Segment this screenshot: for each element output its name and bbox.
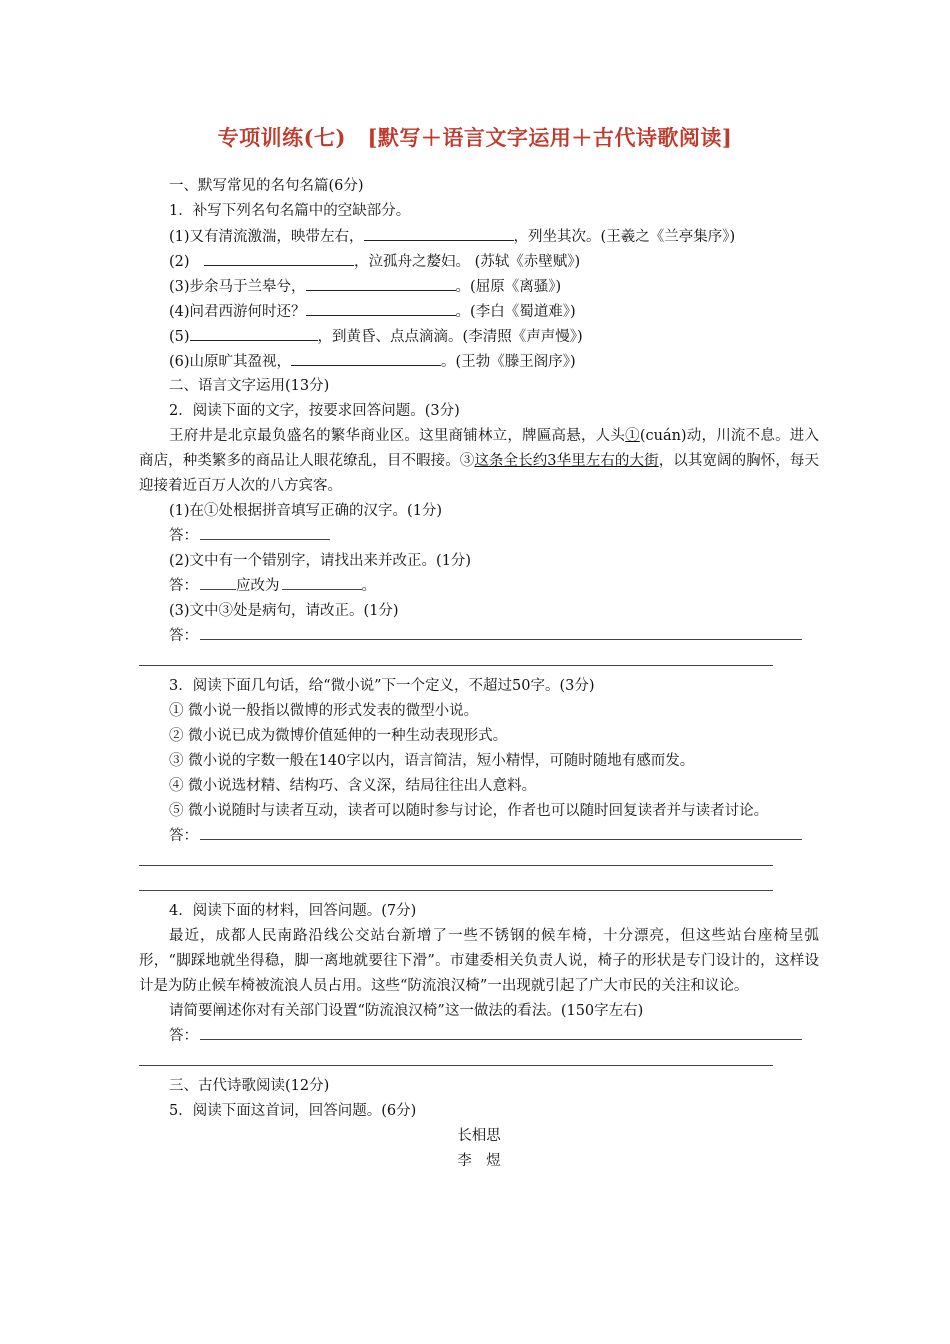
question-4-passage: 最近，成都人民南路沿线公交站台新增了一些不锈钢的候车椅，十分漂亮，但这些站台座椅呈弧形，“脚踩地就坐得稳，脚一离地就要往下滑”。市建委相关负责人说，椅子的形状是专门设计的，这样设计是为防止候车椅被流浪人员占用。这些“防流浪汉椅”一出现就引起了广大市民的关注和议论。 [139, 928, 819, 994]
section-heading-3: 三、古代诗歌阅读(12分) [169, 1078, 330, 1094]
question-2: 2．阅读下面的文字，按要求回答问题。(3分) [169, 403, 460, 419]
question-2-sub-3: (3)文中③处是病句，请改正。(1分) [169, 603, 399, 619]
question-2-passage: 王府井是北京最负盛名的繁华商业区。这里商铺林立，牌匾高悬，人头①(cuán)动，川流不息。进入商店，种类繁多的商品让人眼花缭乱，目不暇接。③这条全长约3华里左右的大街，以其宽阔的胸怀，每天迎接着近百万人次的八方宾客。 [139, 428, 820, 494]
passage-mark-1: ① [625, 428, 640, 444]
document-body [139, 174, 819, 1174]
fill-blank[interactable] [306, 299, 456, 316]
fill-blank[interactable] [306, 274, 456, 291]
fill-item-4: (4)问君西游何时还？ 。(李白《蜀道难》) [139, 299, 819, 324]
answer-continuation-line[interactable] [139, 849, 819, 874]
answer-label: 答： [169, 628, 198, 644]
answer-row-2-1 [139, 524, 819, 549]
fill-blank[interactable] [204, 249, 354, 266]
page-title: 专项训练(七) [默写＋语言文字运用＋古代诗歌阅读] [217, 125, 733, 150]
answer-label: 答： [169, 578, 198, 594]
section-heading-1: 一、默写常见的名句名篇(6分) [169, 178, 364, 194]
answer-line[interactable] [200, 575, 236, 590]
question-2-sub-2: (2)文中有一个错别字，请找出来并改正。(1分) [169, 553, 472, 569]
answer-line[interactable] [200, 1025, 802, 1040]
question-2-sub-1: (1)在①处根据拼音填写正确的汉字。(1分) [169, 503, 443, 519]
fill-blank[interactable] [291, 349, 441, 366]
question-4: 4．阅读下面的材料，回答问题。(7分) [169, 903, 417, 919]
answer-label: 答： [169, 528, 198, 544]
fill-item-2: (2) ，泣孤舟之嫠妇。 (苏轼《赤壁赋》) [139, 249, 819, 274]
fill-item-6: (6)山原旷其盈视， 。(王勃《滕王阁序》) [139, 349, 819, 374]
q3-item-3: ③ 微小说的字数一般在140字以内，语言简洁，短小精悍，可随时随地有感而发。 [169, 753, 695, 769]
poem-title: 长相思 [457, 1128, 501, 1144]
question-3: 3．阅读下面几句话，给“微小说”下一个定义，不超过50字。(3分) [169, 678, 595, 694]
answer-line[interactable] [200, 525, 330, 540]
question-5: 5．阅读下面这首词，回答问题。(6分) [169, 1103, 417, 1119]
question-1: 1．补写下列名句名篇中的空缺部分。 [169, 203, 411, 219]
q3-item-1: ① 微小说一般指以微博的形式发表的微型小说。 [169, 703, 479, 719]
q3-item-5: ⑤ 微小说随时与读者互动，读者可以随时参与讨论，作者也可以随时回复读者并与读者讨论。 [169, 803, 769, 819]
question-4-ask: 请简要阐述你对有关部门设置“防流浪汉椅”这一做法的看法。(150字左右) [169, 1003, 644, 1019]
fill-item-1: (1)又有清流激湍，映带左右， ，列坐其次。(王羲之《兰亭集序》) [139, 224, 819, 249]
section-heading-2: 二、语言文字运用(13分) [169, 378, 330, 394]
fill-item-3: (3)步余马于兰皋兮， 。(屈原《离骚》) [139, 274, 819, 299]
poem-author: 李 煜 [457, 1153, 501, 1169]
answer-continuation-line[interactable] [139, 649, 819, 674]
answer-continuation-line[interactable] [139, 1049, 819, 1074]
fill-blank[interactable] [190, 324, 318, 341]
sick-sentence: 这条全长约3华里左右的大街 [474, 453, 659, 469]
answer-line[interactable] [200, 625, 802, 640]
fill-blank[interactable] [364, 224, 514, 241]
answer-label: 答： [169, 1028, 198, 1044]
answer-continuation-line[interactable] [139, 874, 819, 899]
answer-row-3 [139, 824, 819, 849]
answer-line[interactable] [282, 575, 362, 590]
answer-line[interactable] [200, 825, 802, 840]
answer-label: 答： [169, 828, 198, 844]
answer-row-2-3 [139, 624, 819, 649]
answer-row-2-2: 答： 应改为 。 [139, 574, 819, 599]
q3-item-2: ② 微小说已成为微博价值延伸的一种生动表现形式。 [169, 728, 508, 744]
answer-row-4 [139, 1024, 819, 1049]
q3-item-4: ④ 微小说选材精、结构巧、含义深，结局往往出人意料。 [169, 778, 537, 794]
fill-item-5: (5) ，到黄昏、点点滴滴。(李清照《声声慢》) [139, 324, 819, 349]
